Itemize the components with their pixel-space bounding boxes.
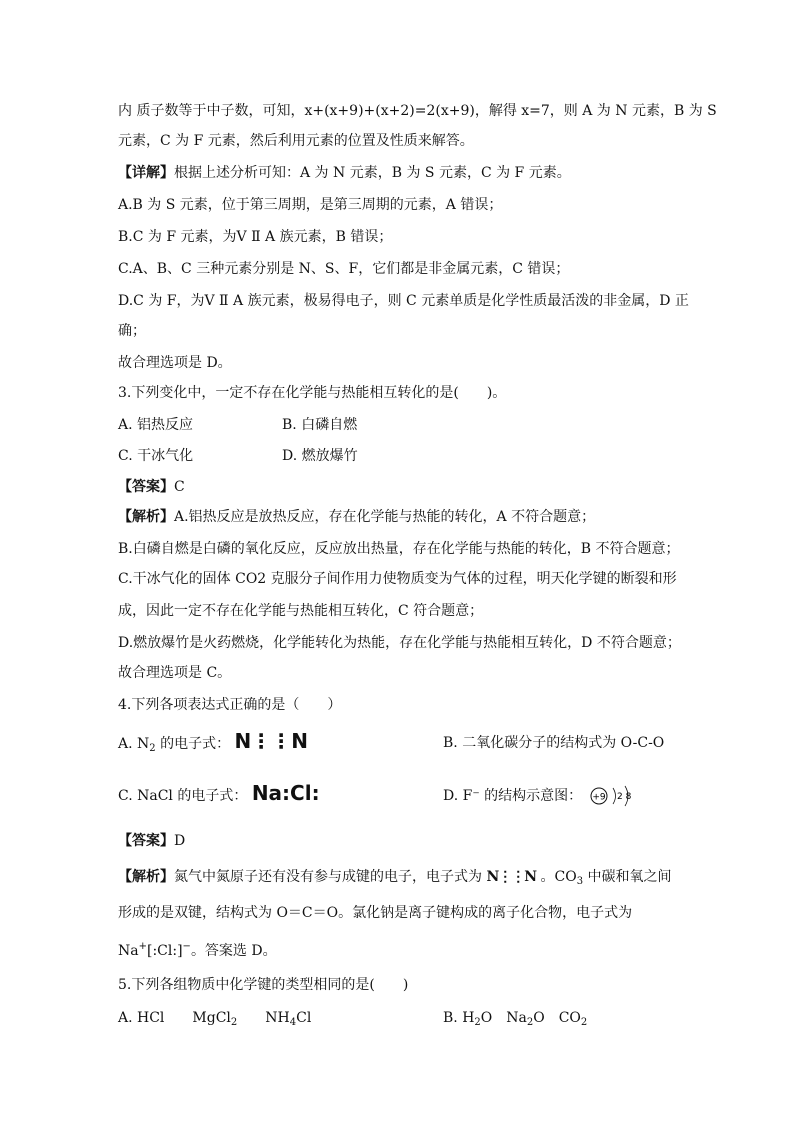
n2-electron-formula-inline: N⋮⋮N (486, 869, 537, 885)
option-a-post: 的电子式： (155, 736, 231, 752)
fluoride-structure-diagram (587, 783, 639, 809)
option-c-text: C. NaCl 的电子式： (118, 788, 248, 804)
answer-label: 【答案】 (118, 833, 174, 849)
option-text: O CO (533, 1010, 581, 1026)
question-5-stem: 5.下列各组物质中化学键的类型相同的是( ) (118, 977, 409, 993)
nucleus-label: +9 (592, 792, 606, 803)
q4-option-c (118, 783, 320, 806)
subscript: 2 (230, 1017, 238, 1028)
text-line: 形成的是双键，结构式为 O＝C＝O。氯化钠是离子键构成的离子化合物，电子式为 (118, 905, 633, 921)
text-line: 成，因此一定不存在化学能与热能相互转化，C 符合题意； (118, 603, 484, 619)
option-text: Cl (296, 1010, 312, 1026)
q4-option-d (443, 783, 639, 809)
text-line: B.C 为 F 元素，为Ⅴ Ⅱ A 族元素，B 错误； (118, 229, 393, 245)
answer-value: D (174, 833, 186, 849)
question-3-stem: 3.下列变化中，一定不存在化学能与热能相互转化的是( )。 (118, 385, 507, 401)
subscript: 2 (474, 1017, 481, 1028)
q4-option-a (118, 731, 308, 759)
q3-answer-line (118, 477, 185, 497)
text-line: C.干冰气化的固体 CO2 克服分子间作用力使物质变为气体的过程，明天化学键的断裂和形 (118, 571, 677, 587)
text-line: 故合理选项是 C。 (118, 665, 232, 681)
subscript: 4 (289, 1017, 297, 1028)
n2-electron-formula: N⋮⋮N (234, 729, 309, 753)
na-charge: + (138, 941, 147, 952)
analysis-text: 中碳和氧之间 (583, 869, 672, 885)
option-text: B. H (443, 1010, 475, 1026)
q3-option-d: D. 燃放爆竹 (282, 448, 358, 464)
text-line: 故合理选项是 D。 (118, 355, 232, 371)
cl-charge: − (182, 941, 191, 952)
shell-label: 2 8 (616, 792, 631, 802)
text-line: C.A、B、C 三种元素分别是 N、S、F，它们都是非金属元素，C 错误； (118, 261, 570, 277)
text-line: D.燃放爆竹是火药燃烧，化学能转化为热能，存在化学能与热能相互转化，D 不符合题意； (118, 635, 681, 651)
detail-line (118, 163, 571, 183)
text-line: 内 质子数等于中子数，可知，x+(x+9)+(x+2)=2(x+9)，解得 x=7，则 A 为 N 元素，B 为 S (118, 103, 717, 119)
answer-label: 【答案】 (118, 479, 174, 495)
co3-subscript: 3 (576, 876, 584, 887)
subscript: 2 (580, 1017, 588, 1028)
analysis-label: 【解析】 (118, 509, 174, 525)
text-line: 元素，C 为 F 元素，然后利用元素的位置及性质来解答。 (118, 133, 474, 149)
option-text: NH (237, 1010, 290, 1026)
question-4-stem: 4.下列各项表达式正确的是（ ） (118, 697, 342, 713)
option-a-pre: A. N (118, 736, 150, 752)
q4-answer-line (118, 831, 185, 851)
nacl-electron-formula: Na:Cl: (251, 781, 320, 805)
analysis-text: 氮气中氮原子还有没有参与成键的电子，电子式为 (174, 869, 487, 885)
na-symbol: Na (118, 943, 139, 959)
detail-text: 根据上述分析可知：A 为 N 元素，B 为 S 元素，C 为 F 元素。 (174, 165, 571, 181)
analysis-text: 。CO (536, 869, 577, 885)
q3-option-a: A. 铝热反应 (118, 417, 194, 433)
q4-analysis-line (118, 867, 672, 892)
q4-option-b: B. 二氧化碳分子的结构式为 O-C-O (443, 735, 665, 751)
text-line: D.C 为 F，为Ⅴ Ⅱ A 族元素，极易得电子，则 C 元素单质是化学性质最活泼的非金属，D 正 (118, 293, 689, 309)
q3-option-b: B. 白磷自燃 (282, 417, 358, 433)
answer-value: C (174, 479, 185, 495)
q3-option-c: C. 干冰气化 (118, 448, 194, 464)
text-line: B.白磷自燃是白磷的氧化反应，反应放出热量，存在化学能与热能的转化，B 不符合题意； (118, 541, 680, 557)
analysis-label: 【解析】 (118, 869, 174, 885)
option-text: A. HCl MgCl (118, 1010, 231, 1026)
q3-analysis-line (118, 507, 595, 527)
text-line: 确； (118, 323, 146, 339)
nacl-formula-line (118, 937, 277, 961)
analysis-text: A.铝热反应是放热反应，存在化学能与热能的转化，A 不符合题意； (174, 509, 596, 525)
option-d-text: D. F⁻ 的结构示意图： (443, 788, 583, 804)
subscript: 2 (526, 1017, 534, 1028)
cl-bracket: [:Cl:] (147, 943, 183, 959)
option-a-sub: 2 (149, 743, 156, 754)
text-line: A.B 为 S 元素，位于第三周期，是第三周期的元素，A 错误； (118, 197, 503, 213)
option-text: O Na (480, 1010, 527, 1026)
detail-label: 【详解】 (118, 165, 174, 181)
analysis-text: 。答案选 D。 (190, 943, 277, 959)
q5-option-a (118, 1008, 311, 1033)
q5-option-b (443, 1008, 587, 1033)
